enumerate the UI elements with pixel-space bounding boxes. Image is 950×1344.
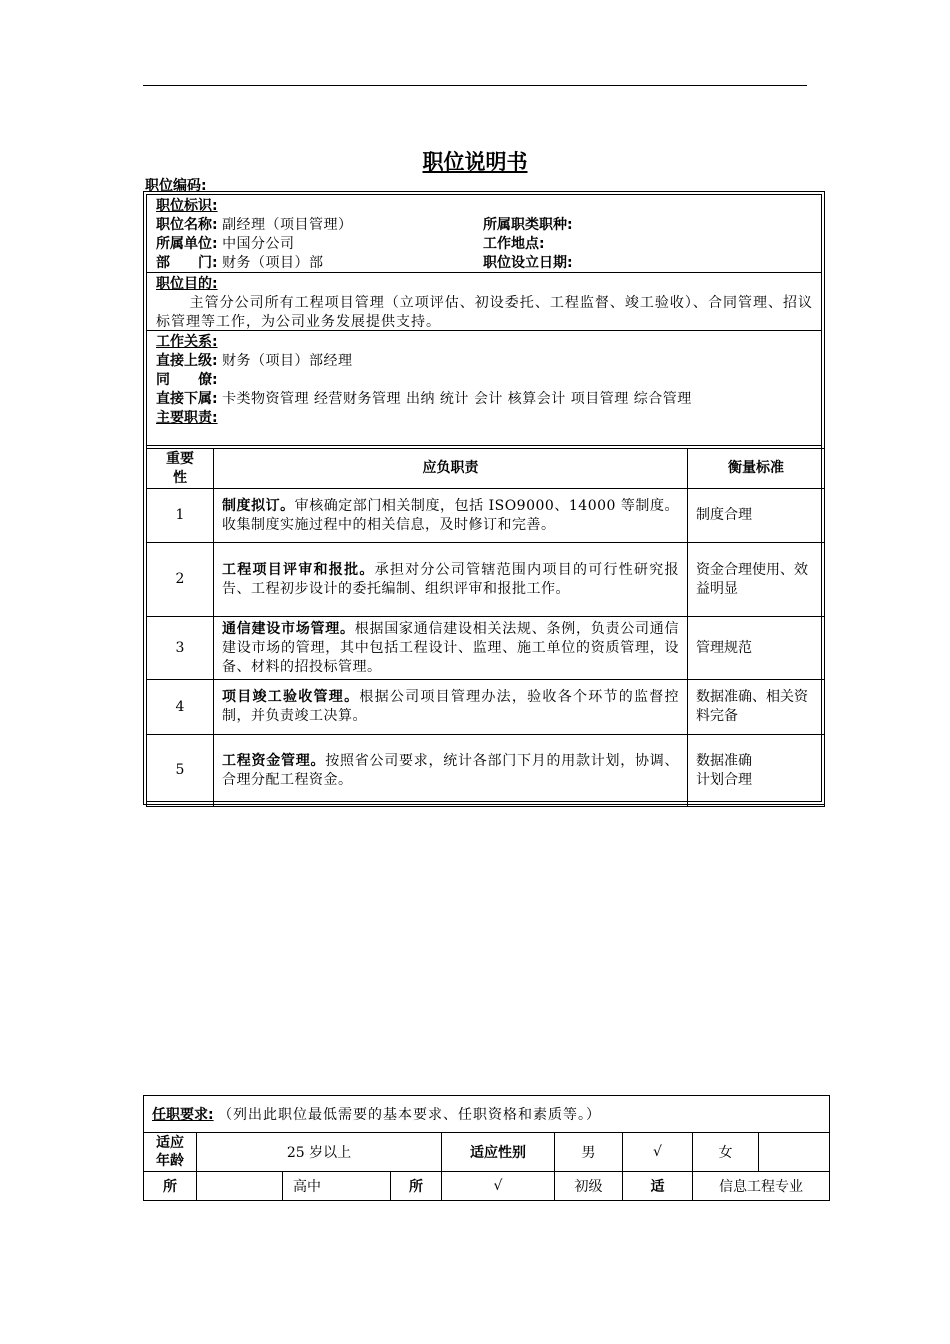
gender-male-check: √ xyxy=(623,1133,693,1172)
purpose-heading: 职位目的: xyxy=(156,276,218,292)
position-date-label: 职位设立日期: xyxy=(483,255,573,271)
purpose-section xyxy=(147,273,821,331)
duty-title: 通信建设市场管理。 xyxy=(222,620,355,637)
unit-row xyxy=(156,235,295,254)
identity-heading: 职位标识: xyxy=(156,198,218,214)
major-value: 信息工程专业 xyxy=(693,1172,830,1201)
position-code-label: 职位编码: xyxy=(145,178,207,194)
peer-label: 同 僚: xyxy=(156,372,218,388)
subordinate-row xyxy=(156,390,692,409)
duty-standard: 资金合理使用、效益明显 xyxy=(688,543,825,617)
requirements-heading: 任职要求: xyxy=(152,1107,214,1123)
row-number: 1 xyxy=(147,489,214,543)
subordinate-label: 直接下属: xyxy=(156,391,218,407)
duty-title: 工程资金管理。 xyxy=(222,752,326,769)
dept-value: 财务（项目）部 xyxy=(222,255,324,271)
header-standard: 衡量标准 xyxy=(688,449,825,489)
education-empty-cell xyxy=(197,1172,283,1201)
purpose-text: 主管分公司所有工程项目管理（立项评估、初设委托、工程监督、竣工验收）、合同管理、招议标管理等工作，为公司业务发展提供支持。 xyxy=(156,295,813,330)
header-importance: 重要性 xyxy=(147,449,214,489)
age-gender-row xyxy=(144,1133,830,1172)
dept-label: 部 门: xyxy=(156,255,218,271)
relations-section xyxy=(147,331,821,446)
age-label xyxy=(144,1133,197,1172)
duty-text: 承担对分公司管辖范围内项目的可行性研究报告、工程初步设计的委托编制、组织评审和报批工作。 xyxy=(222,561,680,597)
job-family-label: 所属职类职种: xyxy=(483,217,573,233)
duty-desc xyxy=(214,543,688,617)
row-number: 5 xyxy=(147,735,214,807)
requirements-header-row xyxy=(144,1096,830,1133)
table-row xyxy=(147,617,825,680)
table-row xyxy=(147,680,825,735)
age-label-line-2: 年龄 xyxy=(156,1153,184,1169)
duty-title: 工程项目评审和报批。 xyxy=(222,561,375,578)
header-duty: 应负职责 xyxy=(214,449,688,489)
duties-table xyxy=(146,448,825,807)
qualification-check: √ xyxy=(442,1172,555,1201)
duty-desc xyxy=(214,489,688,543)
position-name-row xyxy=(156,216,353,235)
duty-standard xyxy=(688,735,825,807)
row-number: 3 xyxy=(147,617,214,680)
duty-standard: 管理规范 xyxy=(688,617,825,680)
qualification-label-cell: 所 xyxy=(391,1172,442,1201)
requirements-note: （列出此职位最低需要的基本要求、任职资格和素质等。） xyxy=(218,1107,602,1123)
duty-text: 按照省公司要求，统计各部门下月的用款计划，协调、合理分配工程资金。 xyxy=(222,752,679,788)
gender-female: 女 xyxy=(693,1133,759,1172)
unit-value: 中国分公司 xyxy=(222,236,295,252)
gender-male: 男 xyxy=(555,1133,623,1172)
gender-label: 适应性别 xyxy=(442,1133,555,1172)
superior-label: 直接上级: xyxy=(156,353,218,369)
main-duties-label: 主要职责: xyxy=(156,410,218,426)
duty-text: 审核确定部门相关制度，包括 ISO9000、14000 等制度。收集制度实施过程中的相关信息，及时修订和完善。 xyxy=(222,497,679,533)
superior-value: 财务（项目）部经理 xyxy=(222,353,353,369)
row-number: 2 xyxy=(147,543,214,617)
standard-line-2: 计划合理 xyxy=(696,771,752,788)
superior-row xyxy=(156,352,353,371)
frame-inner xyxy=(146,194,822,802)
qualification-level: 初级 xyxy=(555,1172,623,1201)
work-location-label: 工作地点: xyxy=(483,236,545,252)
table-row xyxy=(147,489,825,543)
duty-standard: 制度合理 xyxy=(688,489,825,543)
job-description-frame xyxy=(143,191,825,805)
age-value: 25 岁以上 xyxy=(197,1133,442,1172)
position-name-value: 副经理（项目管理） xyxy=(222,217,353,233)
unit-label: 所属单位: xyxy=(156,236,218,252)
gender-female-check xyxy=(759,1133,830,1172)
education-label-cell: 所 xyxy=(144,1172,197,1201)
education-row xyxy=(144,1172,830,1201)
relations-heading: 工作关系: xyxy=(156,334,218,350)
table-row xyxy=(147,735,825,807)
position-name-label: 职位名称: xyxy=(156,217,218,233)
row-number: 4 xyxy=(147,680,214,735)
standard-line-1: 数据准确 xyxy=(696,752,752,769)
header-rule xyxy=(143,85,807,86)
duty-desc xyxy=(214,680,688,735)
duty-text: 根据公司项目管理办法，验收各个环节的监督控制，并负责竣工决算。 xyxy=(222,689,679,724)
major-label-cell: 适 xyxy=(623,1172,693,1201)
duty-desc xyxy=(214,735,688,807)
identity-section xyxy=(147,195,821,273)
age-label-line-1: 适应 xyxy=(156,1135,184,1151)
requirements-table xyxy=(143,1095,830,1201)
education-level: 高中 xyxy=(283,1172,391,1201)
document-title: 职位说明书 xyxy=(422,150,528,174)
duty-desc xyxy=(214,617,688,680)
duty-title: 项目竣工验收管理。 xyxy=(222,689,360,705)
duty-standard: 数据准确、相关资料完备 xyxy=(688,680,825,735)
duty-text: 根据国家通信建设相关法规、条例，负责公司通信建设市场的管理，其中包括工程设计、监理、施工单位的资质管理，设备、材料的招投标管理。 xyxy=(222,620,679,675)
requirements-header xyxy=(144,1096,830,1133)
duty-title: 制度拟订。 xyxy=(222,497,295,514)
subordinate-value: 卡类物资管理 经营财务管理 出纳 统计 会计 核算会计 项目管理 综合管理 xyxy=(222,391,692,407)
duties-header-row xyxy=(147,449,825,489)
dept-row xyxy=(156,254,324,273)
table-row xyxy=(147,543,825,617)
